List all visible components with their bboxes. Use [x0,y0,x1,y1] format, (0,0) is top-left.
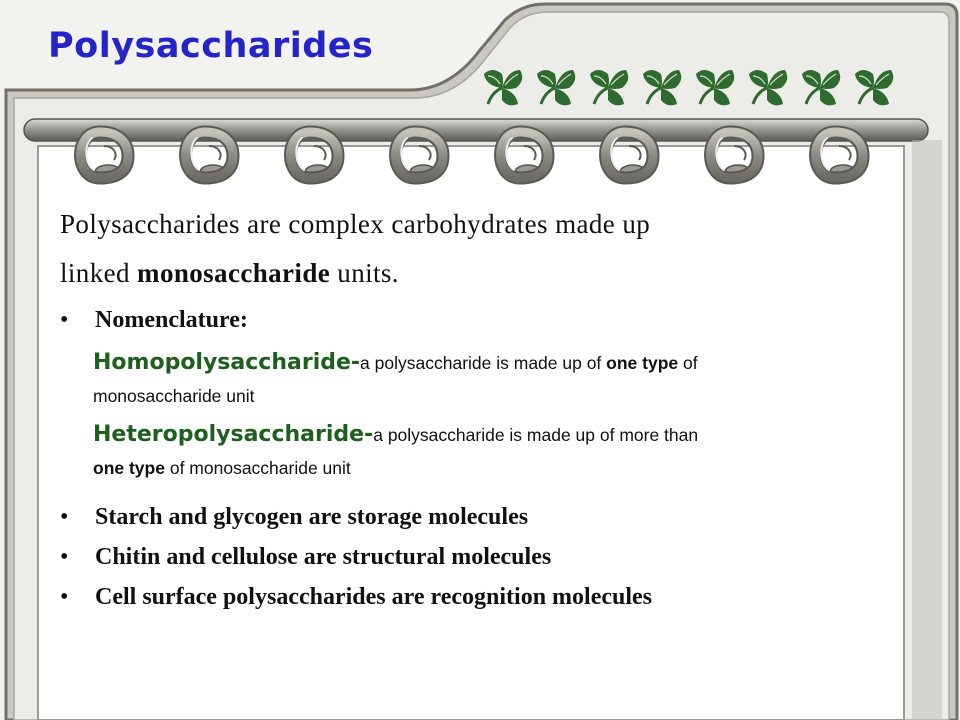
hetero-continuation [93,453,900,483]
bullet-nomenclature: • Nomenclature: [60,303,900,337]
binder-ring-icon [490,116,560,194]
homo-bold: one type [606,353,679,373]
three-leaf-clover-icon [849,64,901,108]
homopolysaccharide-term: Homopolysaccharide [93,350,351,375]
homopolysaccharide-definition [93,345,900,411]
bullet-storage: • Starch and glycogen are storage molecules [60,497,900,537]
homo-text-1: a polysaccharide is made up of [360,353,607,373]
binder-ring-icon [595,116,665,194]
bullet-structural: • Chitin and cellulose are structural molecules [60,537,900,577]
hetero-text-1: a polysaccharide is made up of more than [373,425,699,445]
three-leaf-clover-icon [743,64,795,108]
slide-content [60,200,900,617]
page-title: Polysaccharides [48,26,374,66]
homo-dash: - [350,350,361,375]
homo-text-2: of [678,353,698,373]
three-leaf-clover-icon [478,64,530,108]
hetero-bold: one type [93,458,165,478]
heteropolysaccharide-term: Heteropolysaccharide [93,422,365,447]
homo-continuation: monosaccharide unit [93,386,255,406]
three-leaf-clover-icon [796,64,848,108]
leaf-decoration-row [478,64,902,108]
three-leaf-clover-icon [584,64,636,108]
binder-ring-icon [70,116,140,194]
intro-paragraph [60,200,900,298]
intro-line-2-start: linked [60,258,138,288]
heteropolysaccharide-definition [93,417,900,483]
intro-line-2-end: units. [330,258,399,288]
hetero-dash: - [364,422,374,447]
binder-ring-icon [280,116,350,194]
binder-ring-icon [700,116,770,194]
three-leaf-clover-icon [690,64,742,108]
bullet-recognition: • Cell surface polysaccharides are recognition molecules [60,577,900,617]
binder-ring-icon [385,116,455,194]
binder-ring-icon [805,116,875,194]
binder-ring-icon [175,116,245,194]
three-leaf-clover-icon [637,64,689,108]
hetero-text-2: of monosaccharide unit [164,458,351,478]
binder-rings-row [70,116,910,194]
three-leaf-clover-icon [531,64,583,108]
intro-keyword: monosaccharide [137,258,331,288]
intro-line-1: Polysaccharides are complex carbohydrates made up [60,209,651,239]
